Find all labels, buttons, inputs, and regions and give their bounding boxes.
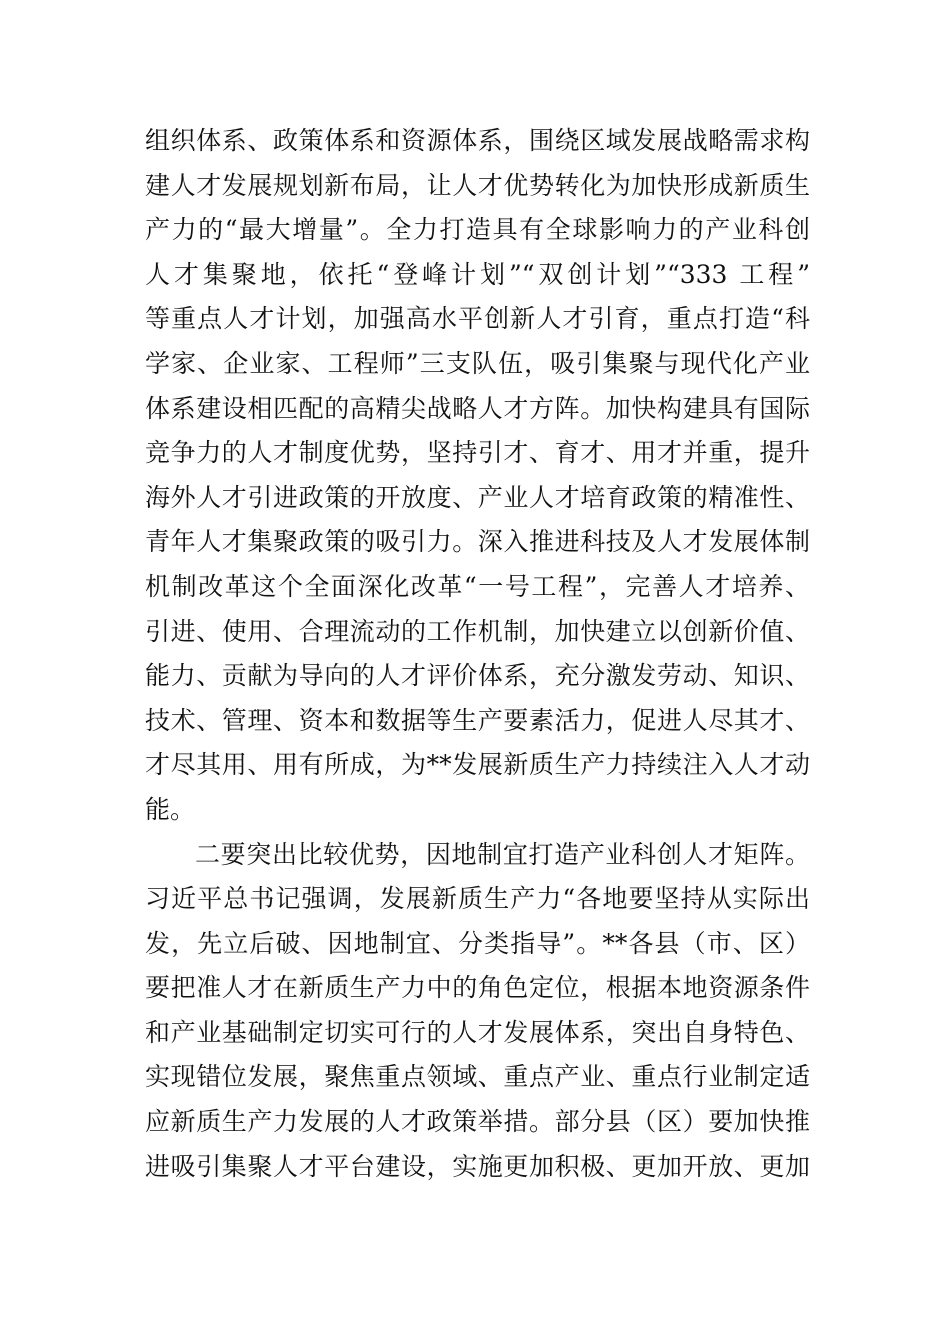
- text-line: 和产业基础制定切实可行的人才发展体系，突出自身特色、: [145, 1017, 810, 1047]
- text-line: 进吸引集聚人才平台建设，实施更加积极、更加开放、更加: [145, 1151, 810, 1181]
- text-line: 学家、企业家、工程师”三支队伍，吸引集聚与现代化产业: [145, 348, 810, 378]
- text-line: 竞争力的人才制度优势，坚持引才、育才、用才并重，提升: [145, 438, 810, 468]
- text-line: 体系建设相匹配的高精尖战略人才方阵。加快构建具有国际: [145, 393, 810, 423]
- body-text: [145, 119, 810, 1189]
- text-line: 等重点人才计划，加强高水平创新人才引育，重点打造“科: [145, 304, 810, 334]
- text-line: 二要突出比较优势，因地制宜打造产业科创人才矩阵。: [195, 839, 810, 869]
- text-line: 引进、使用、合理流动的工作机制，加快建立以创新价值、: [145, 616, 810, 646]
- text-line: 发，先立后破、因地制宜、分类指导”。**各县（市、区）: [145, 928, 810, 958]
- text-line: 习近平总书记强调，发展新质生产力“各地要坚持从实际出: [145, 884, 810, 914]
- text-line: 人才集聚地，依托“登峰计划”“双创计划”“333 工程”: [145, 259, 810, 289]
- text-line: 要把准人才在新质生产力中的角色定位，根据本地资源条件: [145, 973, 810, 1003]
- text-line: 能。: [145, 794, 196, 824]
- text-line: 实现错位发展，聚焦重点领域、重点产业、重点行业制定适: [145, 1062, 810, 1092]
- paragraph-2: [145, 833, 810, 1190]
- text-line: 技术、管理、资本和数据等生产要素活力，促进人尽其才、: [145, 705, 810, 735]
- text-line: 才尽其用、用有所成，为**发展新质生产力持续注入人才动: [145, 750, 810, 780]
- text-line: 机制改革这个全面深化改革“一号工程”，完善人才培养、: [145, 571, 810, 601]
- text-line: 能力、贡献为导向的人才评价体系，充分激发劳动、知识、: [145, 661, 810, 691]
- paragraph-1: [145, 119, 810, 833]
- text-line: 海外人才引进政策的开放度、产业人才培育政策的精准性、: [145, 482, 810, 512]
- text-line: 建人才发展规划新布局，让人才优势转化为加快形成新质生: [145, 170, 810, 200]
- text-line: 产力的“最大增量”。全力打造具有全球影响力的产业科创: [145, 215, 810, 245]
- text-line: 组织体系、政策体系和资源体系，围绕区域发展战略需求构: [145, 126, 810, 155]
- text-line: 应新质生产力发展的人才政策举措。部分县（区）要加快推: [145, 1107, 810, 1137]
- text-line: 青年人才集聚政策的吸引力。深入推进科技及人才发展体制: [145, 527, 810, 557]
